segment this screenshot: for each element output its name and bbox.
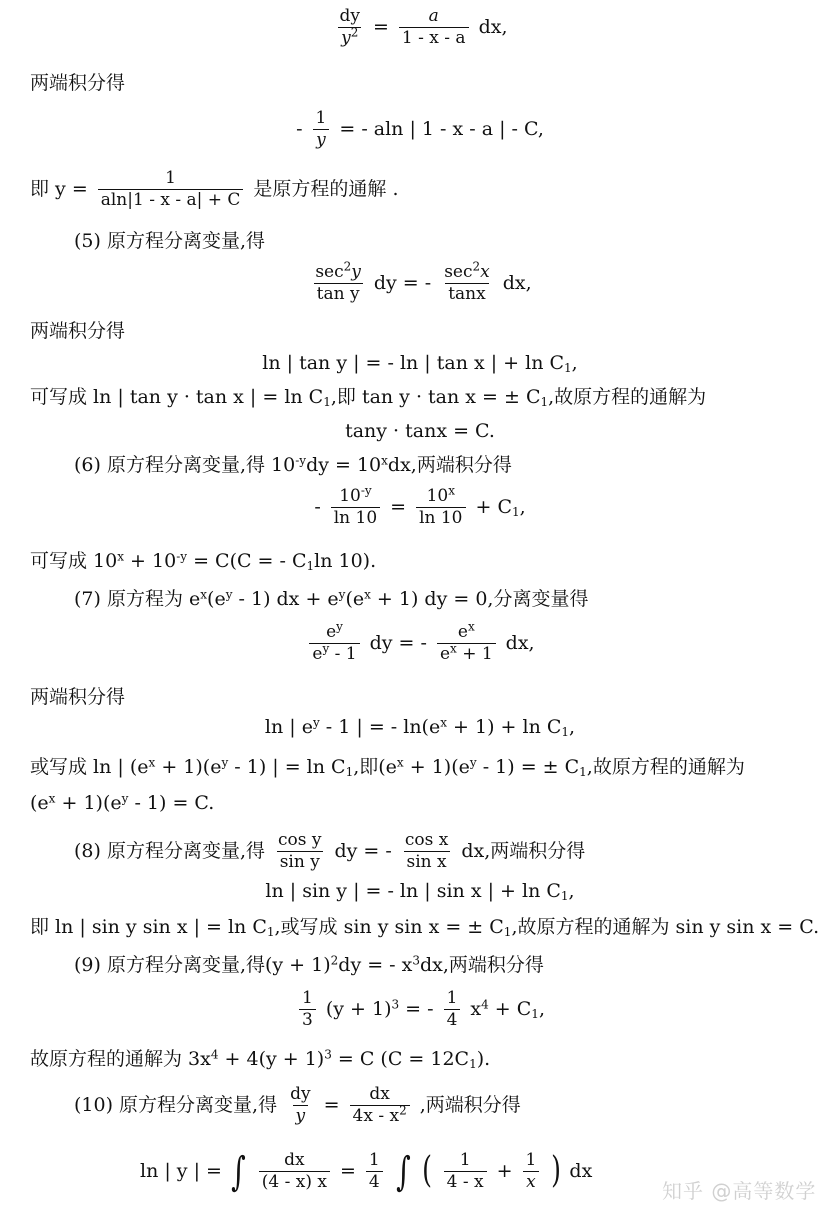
part5-final: tany · tanx = C. xyxy=(345,420,495,442)
part7-integral: ln | $e^y - 1$ | = - $\ln(e^x + 1) + \ln C_1$, xyxy=(264,715,576,739)
part7-equation: $\frac{e^y}{e^y - 1}$ dy = - $\frac{e^x}{e^x + 1}$ dx, xyxy=(0,622,840,663)
part6-heading: (6) 原方程分离变量,得 $10^{-y}dy = 10^xdx$,两端积分得 xyxy=(74,453,512,476)
equation-2: - $\frac{1}{y}$ = - aln | 1 - x - a | - C, xyxy=(296,108,544,150)
part9-equation: $\frac{1}{3}$ $(y + 1)^3$ = - $\frac{1}{4}$ $x^4 + C_1$, xyxy=(0,988,840,1029)
part10-integral: ln | y | = ∫ $\frac{dx}{(4 - x) x}$ = $\frac{1}{4}$ ∫ ( $\frac{1}{4 - x}$ + $\frac{1}{x}$ ) dx xyxy=(140,1148,593,1195)
part5-equation: $\frac{\sec^2y}{\text{tan y}}$ dy = - $\frac{\sec^2x}{\tan x}$ dx, xyxy=(315,259,532,304)
text-two-sides-2: 两端积分得 xyxy=(30,320,126,342)
text-two-sides-3: 两端积分得 xyxy=(30,686,126,708)
part6-rewrite: 可写成 $10^x + 10^{-y} = C(C$ = - $C_1\ln$ 10). xyxy=(30,549,377,573)
part7-final: $(e^x + 1)(e^y - 1) = C$. xyxy=(30,791,215,814)
part5-integral: ln | tan y | = - ln | tan x | + $\ln C_1$, xyxy=(262,352,578,375)
part7-rewrite: 或写成 ln | $(e^x + 1)(e^y - 1)$ | = $\ln C_1$,即$(e^x + 1)(e^y - 1)$ = ± $C_1$,故原方程的通解为 xyxy=(30,755,745,779)
watermark: 知乎 @高等数学 xyxy=(662,1179,817,1203)
part8-solution: 即 ln | sin y sin x | = $\ln C_1$,或写成 sin y sin x = ± $C_1$,故原方程的通解为 sin y sin x = C. xyxy=(30,916,820,939)
part10-heading: (10) 原方程分离变量,得 $\frac{dy}{y}$ = $\frac{dx}{4x - x^2}$ ,两端积分得 xyxy=(74,1084,521,1126)
part8-integral: ln | sin y | = - ln | sin x | + $\ln C_1$, xyxy=(265,880,575,903)
part5-heading: (5) 原方程分离变量,得 xyxy=(74,230,265,252)
part5-rewrite: 可写成 ln | tan y · tan x | = $\ln C_1$,即 tan y · tan x = ± $C_1$,故原方程的通解为 xyxy=(30,386,707,409)
part8-heading: (8) 原方程分离变量,得 $\frac{\text{cos y}}{\text{sin y}}$ dy = - $\frac{\text{cos x}}{\text{sin x}}$ dx,两端积分得 xyxy=(74,830,586,872)
part6-equation: - $\frac{10^{-y}}{\ln 10}$ = $\frac{10^x}{\ln 10}$ + $C_1$, xyxy=(314,483,526,528)
part7-heading: (7) 原方程为 $e^x(e^y - 1)$ dx + $e^y(e^x + 1)$ dy = 0,分离变量得 xyxy=(74,587,589,610)
text-two-sides-1: 两端积分得 xyxy=(30,72,126,94)
equation-top: $\frac{dy}{y^2}$ = $\frac{a}{1 - x - a}$ dx, xyxy=(339,6,508,48)
part9-solution: 故原方程的通解为 $3x^4 + 4(y + 1)^3 = C$ $(C = 12C_1)$. xyxy=(30,1047,491,1071)
solution-line-1: 即 y = $\frac{1}{aln|1 - x - a| + C}$ 是原方程的通解 . xyxy=(30,168,399,210)
part9-heading: (9) 原方程分离变量,得$(y + 1)^2dy$ = - $x^3dx$,两端积分得 xyxy=(74,953,544,976)
